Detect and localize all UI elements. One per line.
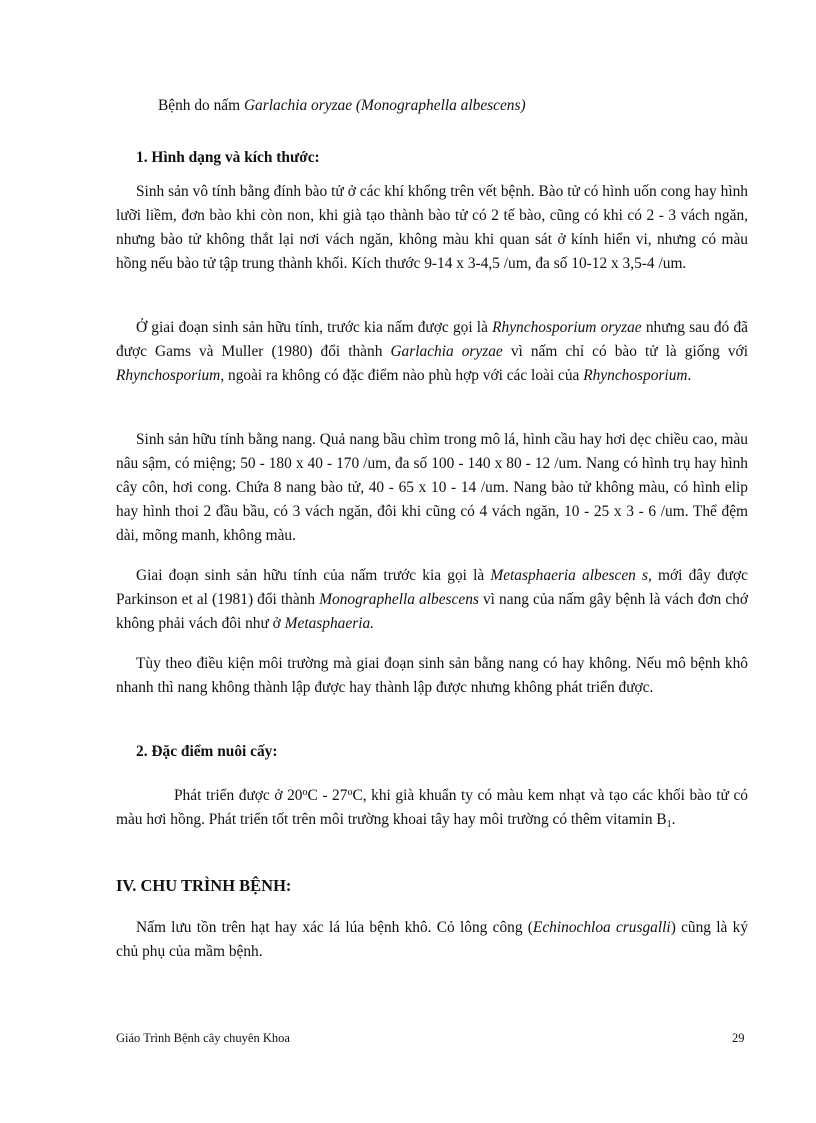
paragraph-metasphaeria: Giai đoạn sinh sản hữu tính của nấm trước kia gọi là Metasphaeria albescen s, mới đây được Parkinson et al (1981) đổi thành Monographella albescens vì nang của nấm gây bệnh là vách đơn chớ không phải vách đôi như ở Metasphaeria.	[116, 567, 748, 632]
paragraph-asexual: Sinh sản vô tính bằng đính bào tử ở các khí khổng trên vết bệnh. Bào tử có hình uốn cong hay hình lưỡi liềm, đơn bào khi còn non, khi già tạo thành bào tử có 2 tế bào, cũng có khi có 2 - 3 vách ngăn, nhưng bào tử không thắt lại nơi vách ngăn, không màu khi quan sát ở kính hiển vi, nhưng có màu hồng nếu bào tử tập trung thành khối. Kích thước 9-14 x 3-4,5 /um, đa số 10-12 x 3,5-4 /um.	[116, 183, 748, 272]
paragraph-ascus: Sinh sản hữu tính bằng nang. Quả nang bầu chìm trong mô lá, hình cầu hay hơi dẹc chiều cao, màu nâu sậm, có miệng; 50 - 180 x 40 - 170 /um, đa số 100 - 140 x 80 - 12 /um. Nang có hình trụ hay hình cây côn, hơi cong. Chứa 8 nang bào tử, 40 - 65 x 10 - 14 /um. Nang bào tử không màu, có hình elip hay hình thoi 2 đầu bầu, có 3 vách ngăn, đôi khi cũng có 4 vách ngăn, 10 - 25 x 3 - 6 /um. Thể đệm dài, mõng manh, không màu.	[116, 431, 748, 544]
paragraph-disease-cycle: Nấm lưu tồn trên hạt hay xác lá lúa bệnh khô. Cỏ lông công (Echinochloa crusgalli) cũng là ký chủ phụ của mầm bệnh.	[116, 919, 749, 960]
section-2-heading: 2. Đặc điểm nuôi cấy:	[136, 743, 278, 760]
section-1-heading: 1. Hình dạng và kích thước:	[136, 149, 320, 166]
intro-line	[158, 94, 526, 118]
section-4-heading: IV. CHU TRÌNH BỆNH:	[116, 876, 292, 895]
paragraph-conditions: Tùy theo điều kiện môi trường mà giai đoạn sinh sản bằng nang có hay không. Nếu mô bệnh khô nhanh thì nang không thành lập được hay thành lập được nhưng không phát triển được.	[116, 655, 748, 696]
intro-lead: Bệnh do nấm	[158, 97, 241, 114]
page-number: 29	[732, 1031, 745, 1045]
paragraph-culture: Phát triển được ở 20$^o$C - 27$^o$C, khi già khuẩn ty có màu kem nhạt và tạo các khối bào tử có màu hơi hồng. Phát triển tốt trên môi trường khoai tây hay môi trường có thêm vitamin $B_1$.	[116, 787, 749, 830]
footer-title: Giáo Trình Bệnh cây chuyên Khoa	[116, 1031, 290, 1045]
intro-species: Garlachia oryzae (Monographella albescens)	[243, 97, 526, 114]
paragraph-sexual-stage: Ở giai đoạn sinh sản hữu tính, trước kia nấm được gọi là Rhynchosporium oryzae nhưng sau đó đã được Gams và Muller (1980) đổi thành Garlachia oryzae vì nấm chỉ có bào tử là giống với Rhynchosporium, ngoài ra không có đặc điểm nào phù hợp với các loài của Rhynchosporium.	[116, 319, 748, 384]
